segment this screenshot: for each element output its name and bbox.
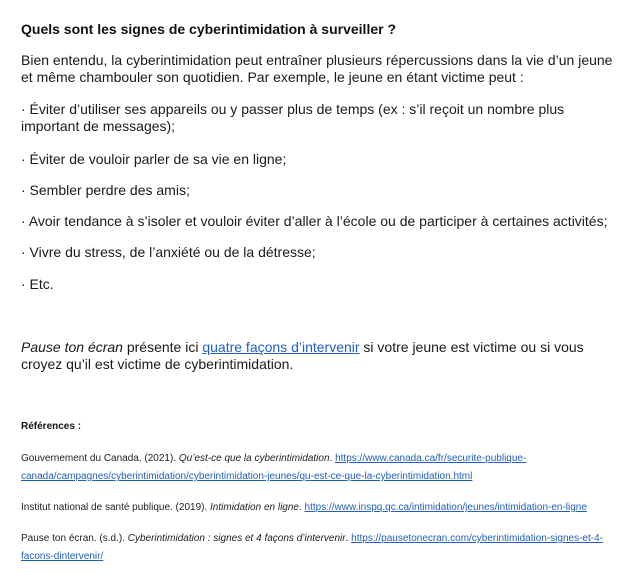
references-title: Références : xyxy=(21,421,82,432)
sign-item: · Éviter de vouloir parler de sa vie en ligne; xyxy=(21,151,287,167)
reference-work: Qu’est-ce que la cyberintimidation xyxy=(178,453,330,464)
reference-work: Cyberintimidation : signes et 4 façons d’intervenir xyxy=(127,533,346,544)
reference-item xyxy=(21,499,613,517)
reference-item xyxy=(21,530,613,566)
reference-link[interactable]: https://pausetonecran.com/cyberintimidation-signes-et-4-facons-dintervenir/ xyxy=(21,533,603,562)
sign-item: · Etc. xyxy=(21,276,54,292)
sign-item: · Sembler perdre des amis; xyxy=(21,182,190,198)
section-heading: Quels sont les signes de cyberintimidation à surveiller ? xyxy=(21,21,397,37)
reference-item xyxy=(21,450,613,486)
brand-name: Pause ton écran xyxy=(21,339,123,355)
pause-text-before: présente ici xyxy=(122,339,203,355)
reference-separator: . xyxy=(298,502,305,513)
intro-paragraph: Bien entendu, la cyberintimidation peut entraîner plusieurs répercussions dans la vie d’un jeune et même chambouler son quotidien. Par exemple, le jeune en étant victime peut : xyxy=(21,52,613,85)
reference-separator: . xyxy=(345,533,352,544)
sign-item: · Éviter d’utiliser ses appareils ou y passer plus de temps (ex : s’il reçoit un nombre plus important de messages); xyxy=(21,101,565,134)
reference-author: Institut national de santé publique. (2019). xyxy=(21,502,211,513)
reference-author: Gouvernement du Canada. (2021). xyxy=(21,453,179,464)
reference-link[interactable]: https://www.canada.ca/fr/securite-publique-canada/campagnes/cyberintimidation/cyberintimidation-jeunes/qu-est-ce-que-la-cyberintimidation.html xyxy=(21,453,527,482)
reference-work: Intimidation en ligne xyxy=(210,502,299,513)
sign-item: · Vivre du stress, de l’anxiété ou de la détresse; xyxy=(21,244,316,260)
reference-separator: . xyxy=(329,453,336,464)
reference-link[interactable]: https://www.inspq.qc.ca/intimidation/jeunes/intimidation-en-ligne xyxy=(304,502,587,513)
pause-paragraph xyxy=(21,339,591,373)
pause-text-after: si votre jeune est victime ou si vous croyez qu’il est victime de cyberintimidation. xyxy=(21,339,584,372)
sign-item: · Avoir tendance à s’isoler et vouloir éviter d’aller à l’école ou de participer à certaines activités; xyxy=(21,213,608,229)
reference-author: Pause ton écran. (s.d.). xyxy=(21,533,128,544)
intervene-link[interactable]: quatre façons d’intervenir xyxy=(202,339,360,355)
